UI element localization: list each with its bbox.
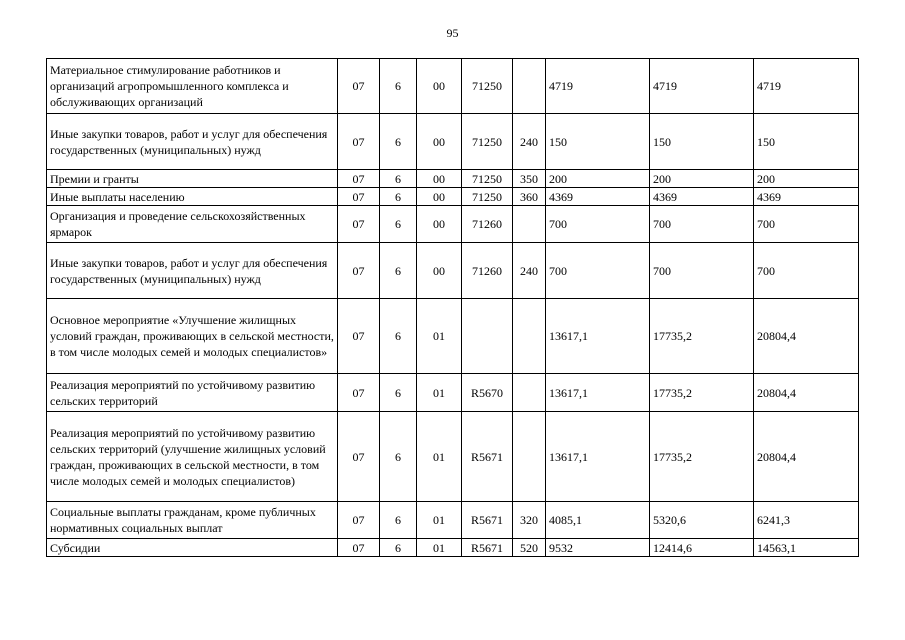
code-program: 6	[380, 188, 417, 206]
code-expense-type: 240	[513, 243, 546, 299]
code-direction: 71260	[462, 243, 513, 299]
code-expense-type: 360	[513, 188, 546, 206]
amount-year-2: 4369	[650, 188, 754, 206]
code-program: 6	[380, 114, 417, 170]
code-program: 6	[380, 299, 417, 374]
amount-year-3: 20804,4	[754, 374, 859, 412]
row-name: Иные закупки товаров, работ и услуг для обеспечения государственных (муниципальных) нужд	[47, 114, 338, 170]
table-row	[47, 539, 859, 557]
code-direction: 71250	[462, 188, 513, 206]
amount-year-3: 14563,1	[754, 539, 859, 557]
code-section: 07	[338, 412, 380, 502]
amount-year-1: 4719	[546, 59, 650, 114]
table-row	[47, 374, 859, 412]
amount-year-2: 4719	[650, 59, 754, 114]
amount-year-1: 9532	[546, 539, 650, 557]
row-name: Организация и проведение сельскохозяйственных ярмарок	[47, 206, 338, 243]
code-program: 6	[380, 374, 417, 412]
amount-year-3: 150	[754, 114, 859, 170]
code-program: 6	[380, 539, 417, 557]
amount-year-3: 200	[754, 170, 859, 188]
code-expense-type: 520	[513, 539, 546, 557]
row-name: Материальное стимулирование работников и организаций агропромышленного комплекса и обслуживающих организаций	[47, 59, 338, 114]
code-direction: 71250	[462, 59, 513, 114]
code-section: 07	[338, 502, 380, 539]
table-row	[47, 206, 859, 243]
code-expense-type	[513, 374, 546, 412]
code-section: 07	[338, 374, 380, 412]
code-section: 07	[338, 243, 380, 299]
code-program: 6	[380, 170, 417, 188]
code-expense-type	[513, 412, 546, 502]
amount-year-2: 17735,2	[650, 374, 754, 412]
amount-year-2: 700	[650, 243, 754, 299]
table-row	[47, 188, 859, 206]
amount-year-3: 4719	[754, 59, 859, 114]
amount-year-1: 700	[546, 206, 650, 243]
code-expense-type	[513, 59, 546, 114]
code-subprogram: 00	[417, 243, 462, 299]
amount-year-3: 4369	[754, 188, 859, 206]
code-expense-type: 240	[513, 114, 546, 170]
row-name: Основное мероприятие «Улучшение жилищных условий граждан, проживающих в сельской местности, в том числе молодых семей и молодых специалистов»	[47, 299, 338, 374]
row-name: Премии и гранты	[47, 170, 338, 188]
row-name: Иные закупки товаров, работ и услуг для обеспечения государственных (муниципальных) нужд	[47, 243, 338, 299]
amount-year-2: 200	[650, 170, 754, 188]
code-expense-type	[513, 206, 546, 243]
amount-year-1: 4369	[546, 188, 650, 206]
amount-year-3: 20804,4	[754, 299, 859, 374]
code-expense-type	[513, 299, 546, 374]
code-subprogram: 01	[417, 502, 462, 539]
code-section: 07	[338, 539, 380, 557]
amount-year-2: 700	[650, 206, 754, 243]
code-section: 07	[338, 114, 380, 170]
amount-year-3: 700	[754, 206, 859, 243]
amount-year-2: 17735,2	[650, 412, 754, 502]
amount-year-3: 700	[754, 243, 859, 299]
code-section: 07	[338, 188, 380, 206]
code-section: 07	[338, 170, 380, 188]
code-direction: R5671	[462, 502, 513, 539]
code-direction: R5671	[462, 412, 513, 502]
code-subprogram: 00	[417, 59, 462, 114]
code-program: 6	[380, 206, 417, 243]
code-subprogram: 01	[417, 299, 462, 374]
code-direction	[462, 299, 513, 374]
amount-year-1: 13617,1	[546, 374, 650, 412]
amount-year-1: 13617,1	[546, 412, 650, 502]
code-program: 6	[380, 412, 417, 502]
amount-year-1: 4085,1	[546, 502, 650, 539]
code-direction: 71250	[462, 170, 513, 188]
table-row	[47, 59, 859, 114]
amount-year-2: 17735,2	[650, 299, 754, 374]
budget-table	[46, 58, 859, 557]
amount-year-2: 12414,6	[650, 539, 754, 557]
row-name: Реализация мероприятий по устойчивому развитию сельских территорий	[47, 374, 338, 412]
amount-year-1: 13617,1	[546, 299, 650, 374]
code-subprogram: 01	[417, 412, 462, 502]
code-direction: R5671	[462, 539, 513, 557]
amount-year-1: 200	[546, 170, 650, 188]
table-row	[47, 243, 859, 299]
amount-year-1: 700	[546, 243, 650, 299]
row-name: Субсидии	[47, 539, 338, 557]
code-section: 07	[338, 206, 380, 243]
code-expense-type: 320	[513, 502, 546, 539]
code-direction: 71260	[462, 206, 513, 243]
table-row	[47, 412, 859, 502]
page-number: 95	[446, 26, 459, 40]
code-program: 6	[380, 59, 417, 114]
code-direction: 71250	[462, 114, 513, 170]
code-subprogram: 00	[417, 188, 462, 206]
code-subprogram: 00	[417, 114, 462, 170]
table-row	[47, 299, 859, 374]
row-name: Реализация мероприятий по устойчивому развитию сельских территорий (улучшение жилищных условий граждан, проживающих в сельской местности, в том числе молодых семей и молодых специалистов)	[47, 412, 338, 502]
code-program: 6	[380, 502, 417, 539]
amount-year-2: 5320,6	[650, 502, 754, 539]
amount-year-2: 150	[650, 114, 754, 170]
table-row	[47, 114, 859, 170]
code-section: 07	[338, 299, 380, 374]
table-row	[47, 170, 859, 188]
code-subprogram: 01	[417, 374, 462, 412]
row-name: Социальные выплаты гражданам, кроме публичных нормативных социальных выплат	[47, 502, 338, 539]
table-row	[47, 502, 859, 539]
amount-year-1: 150	[546, 114, 650, 170]
code-subprogram: 00	[417, 206, 462, 243]
code-subprogram: 01	[417, 539, 462, 557]
code-section: 07	[338, 59, 380, 114]
amount-year-3: 20804,4	[754, 412, 859, 502]
code-direction: R5670	[462, 374, 513, 412]
code-subprogram: 00	[417, 170, 462, 188]
code-expense-type: 350	[513, 170, 546, 188]
code-program: 6	[380, 243, 417, 299]
row-name: Иные выплаты населению	[47, 188, 338, 206]
amount-year-3: 6241,3	[754, 502, 859, 539]
